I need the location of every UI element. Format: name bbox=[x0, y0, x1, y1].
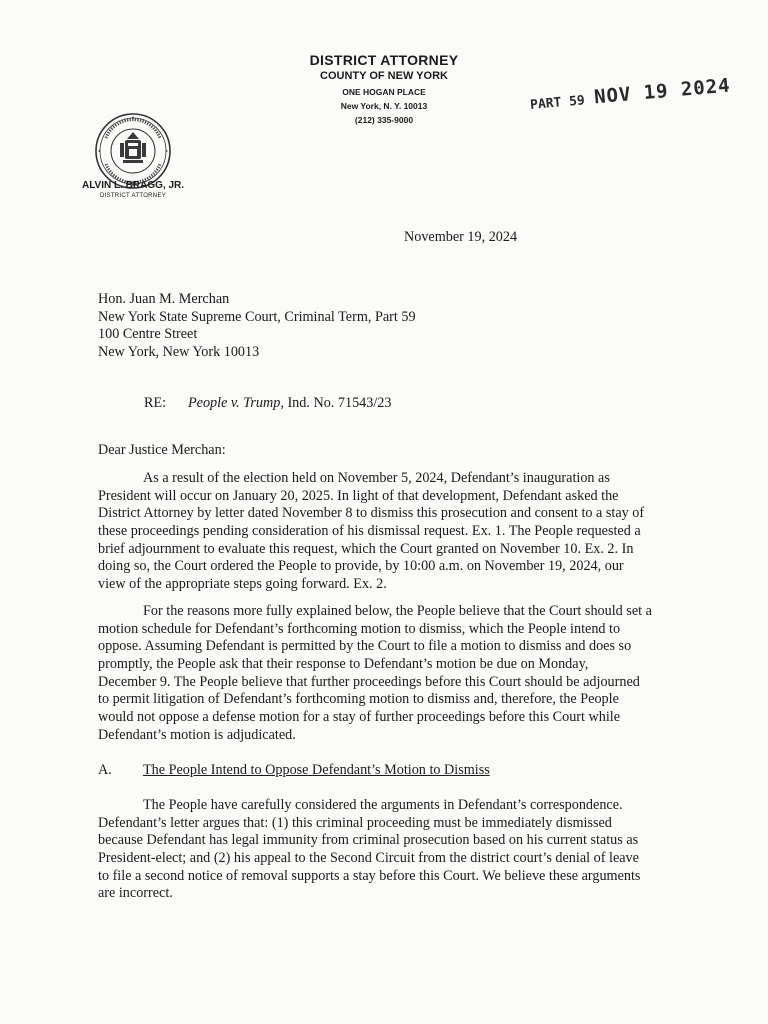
paragraph-line: December 9. The People believe that further proceedings before this Court should be adjourned bbox=[98, 673, 640, 690]
recipient-line: Hon. Juan M. Merchan bbox=[98, 291, 230, 307]
paragraph-line: President will occur on January 20, 2025. In light of that development, Defendant asked the bbox=[98, 487, 619, 504]
paragraph-line: to permit litigation of Defendant’s forthcoming motion to dismiss and, therefore, the People bbox=[98, 691, 619, 708]
section-heading bbox=[98, 762, 490, 779]
paragraph-line: oppose. Assuming Defendant is permitted by the Court to file a motion to dismiss and does so bbox=[98, 638, 632, 655]
recipient-line: 100 Centre Street bbox=[98, 326, 198, 343]
paragraph-3 bbox=[98, 797, 682, 903]
re-case-name: People v. Trump bbox=[188, 395, 281, 411]
paragraph-line: For the reasons more fully explained below, the People believe that the Court should set a bbox=[143, 603, 652, 619]
re-case-number: , Ind. No. 71543/23 bbox=[280, 395, 392, 411]
recipient-address bbox=[98, 291, 416, 362]
paragraph-line: The People have carefully considered the arguments in Defendant’s correspondence. bbox=[143, 797, 623, 813]
paragraph-line: view of the appropriate steps going forward. Ex. 2. bbox=[98, 576, 387, 593]
paragraph-line: are incorrect. bbox=[98, 885, 173, 902]
paragraph-line: would not oppose a defense motion for a stay of further proceedings before this Court while bbox=[98, 709, 621, 726]
salutation: Dear Justice Merchan: bbox=[98, 442, 226, 458]
paragraph-2 bbox=[98, 603, 682, 745]
section-heading-label: A. bbox=[98, 762, 112, 778]
letterhead-address-line1: ONE HOGAN PLACE bbox=[342, 87, 426, 97]
paragraph-line: promptly, the People ask that their response to Defendant’s motion be due on Monday, bbox=[98, 656, 589, 673]
paragraph-line: Defendant’s motion is adjudicated. bbox=[98, 726, 296, 743]
recipient-line: New York, New York 10013 bbox=[98, 344, 260, 361]
paragraph-line: Defendant’s letter argues that: (1) this criminal proceeding must be immediately dismissed bbox=[98, 814, 612, 831]
section-heading-text: The People Intend to Oppose Defendant’s Motion to Dismiss bbox=[143, 762, 490, 778]
district-attorney-seal-icon bbox=[94, 112, 172, 190]
letter-date: November 19, 2024 bbox=[404, 229, 518, 245]
paragraph-line: President-elect; and (2) his appeal to the Second Circuit from the district court’s denial of leave bbox=[98, 850, 639, 867]
recipient-line: New York State Supreme Court, Criminal Term, Part 59 bbox=[98, 308, 416, 325]
paragraph-line: these proceedings pending consideration of his dismissal request. Ex. 1. The People requested a bbox=[98, 523, 641, 540]
re-label: RE: bbox=[144, 395, 167, 411]
paragraph-line: doing so, the Court ordered the People to provide, by 10:00 a.m. on November 19, 2024, our bbox=[98, 558, 624, 575]
paragraph-line: to file a second notice of removal supports a stay before this Court. We believe these arguments bbox=[98, 867, 641, 884]
letterhead-phone: (212) 335-9000 bbox=[354, 115, 414, 125]
paragraph-line: As a result of the election held on November 5, 2024, Defendant’s inauguration as bbox=[143, 470, 610, 486]
paragraph-line: because Defendant has legal immunity from criminal prosecution based on his current status as bbox=[98, 832, 639, 849]
paragraph-1 bbox=[98, 470, 682, 594]
district-attorney-title: DISTRICT ATTORNEY bbox=[99, 193, 167, 199]
stamp-part: PART 59 bbox=[529, 93, 586, 113]
re-line bbox=[144, 395, 391, 413]
paragraph-line: brief adjournment to evaluate this request, which the Court granted on November 10. Ex. 2. In bbox=[98, 540, 634, 557]
paragraph-line: District Attorney by letter dated November 8 to dismiss this prosecution and consent to a stay of bbox=[98, 505, 645, 522]
district-attorney-name: ALVIN L. BRAGG, JR. bbox=[81, 180, 185, 191]
stamp-date: NOV 19 2024 bbox=[593, 74, 732, 109]
letterhead-county: COUNTY OF NEW YORK bbox=[320, 70, 448, 82]
letterhead-title: DISTRICT ATTORNEY bbox=[309, 52, 459, 68]
paragraph-line: motion schedule for Defendant’s forthcoming motion to dismiss, which the People intend to bbox=[98, 620, 621, 637]
letterhead-address-line2: New York, N. Y. 10013 bbox=[340, 101, 428, 111]
